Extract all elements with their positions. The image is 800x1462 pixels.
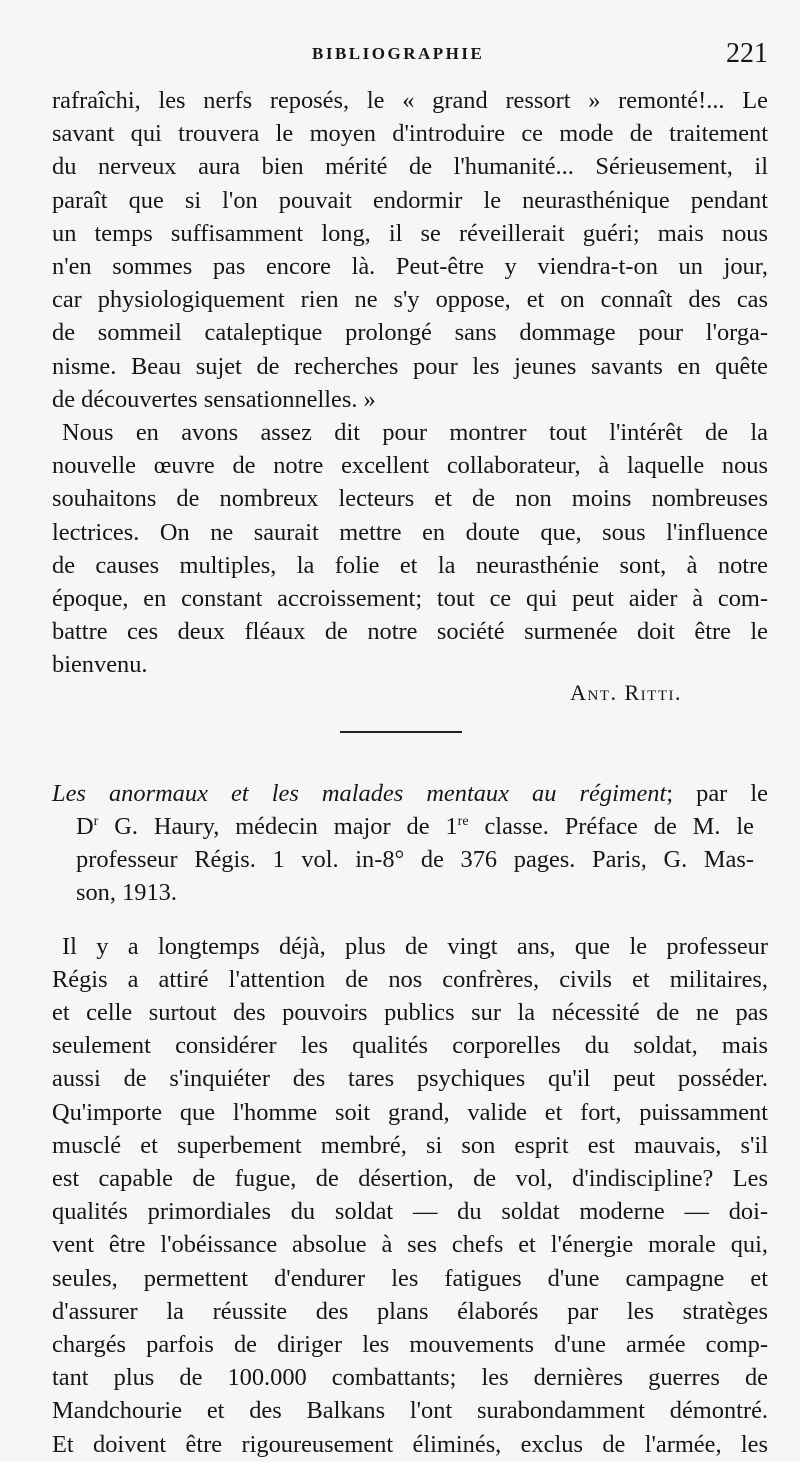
text-line: d'assurer la réussite des plans élaborés par les stratèges xyxy=(52,1297,768,1325)
text-line: tant plus de 100.000 combattants; les dernières guerres de xyxy=(52,1364,768,1392)
section-divider xyxy=(340,731,462,733)
text-line: rafraîchi, les nerfs reposés, le « grand ressort » remonté!... Le xyxy=(52,87,768,114)
text-line: Nous en avons assez dit pour montrer tout l'intérêt de la xyxy=(62,419,768,446)
text-line: de sommeil cataleptique prolongé sans dommage pour l'orga- xyxy=(52,319,768,347)
heading-text: ; par le xyxy=(666,779,769,807)
review-heading-line xyxy=(76,810,754,844)
heading-text: G. Haury, médecin major de 1 xyxy=(98,813,458,840)
text-line: de découvertes sensationnelles. » xyxy=(52,385,376,413)
text-line: est capable de fugue, de désertion, de vol, d'indiscipline? Les xyxy=(52,1165,768,1192)
text-line: musclé et superbement membré, si son esprit est mauvais, s'il xyxy=(52,1131,768,1159)
text-line: aussi de s'inquiéter des tares psychiques qu'il peut posséder. xyxy=(52,1065,768,1093)
text-line: Qu'importe que l'homme soit grand, valide et fort, puissamment xyxy=(52,1098,768,1126)
text-line: souhaitons de nombreux lecteurs et de non moins nombreuses xyxy=(52,485,768,513)
text-line: chargés parfois de diriger les mouvements d'une armée comp- xyxy=(52,1331,768,1358)
superscript: r xyxy=(93,813,99,829)
text-line: Régis a attiré l'attention de nos confrères, civils et militaires, xyxy=(52,965,768,993)
text-line: bienvenu. xyxy=(52,651,148,679)
signature: Ant. Ritti. xyxy=(570,679,682,705)
book-title: Les anormaux et les malades mentaux au régiment xyxy=(52,779,667,807)
page-number: 221 xyxy=(726,38,768,69)
running-title: BIBLIOGRAPHIE xyxy=(312,44,485,63)
text-line: seulement considérer les qualités corporelles du soldat, mais xyxy=(52,1032,768,1060)
text-line: Et doivent être rigoureusement éliminés, exclus de l'armée, les xyxy=(52,1430,768,1458)
text-line: paraît que si l'on pouvait endormir le neurasthénique pendant xyxy=(52,186,768,214)
text-line: époque, en constant accroissement; tout ce qui peut aider à com- xyxy=(52,585,768,612)
text-line: nouvelle œuvre de notre excellent collaborateur, à laquelle nous xyxy=(52,452,768,480)
text-line: qualités primordiales du soldat — du soldat moderne — doi- xyxy=(52,1198,768,1226)
review-heading-line xyxy=(52,777,768,811)
text-line: n'en sommes pas encore là. Peut-être y viendra-t-on un jour, xyxy=(52,253,768,280)
text-line: savant qui trouvera le moyen d'introduire ce mode de traitement xyxy=(52,120,768,148)
text-line: un temps suffisamment long, il se réveillerait guéri; mais nous xyxy=(52,219,768,247)
superscript: re xyxy=(457,813,469,829)
text-line: et celle surtout des pouvoirs publics sur la nécessité de ne pas xyxy=(52,999,768,1026)
heading-text: classe. Préface de M. le xyxy=(468,813,754,840)
text-line: car physiologiquement rien ne s'y oppose, et on connaît des cas xyxy=(52,286,768,314)
text-line: de causes multiples, la folie et la neurasthénie sont, à notre xyxy=(52,551,768,579)
text-line: vent être l'obéissance absolue à ses chefs et l'énergie morale qui, xyxy=(52,1231,768,1259)
text-line: nisme. Beau sujet de recherches pour les jeunes savants en quête xyxy=(52,352,768,380)
text-line: du nerveux aura bien mérité de l'humanité... Sérieusement, il xyxy=(52,153,768,181)
text-line: lectrices. On ne saurait mettre en doute que, sous l'influence xyxy=(52,518,768,546)
review-heading-line: professeur Régis. 1 vol. in-8° de 376 pages. Paris, G. Mas- xyxy=(76,846,754,874)
text-line: battre ces deux fléaux de notre société surmenée doit être le xyxy=(52,618,768,646)
text-line: seules, permettent d'endurer les fatigues d'une campagne et xyxy=(52,1264,768,1292)
running-head xyxy=(0,38,800,74)
text-line: Il y a longtemps déjà, plus de vingt ans, que le professeur xyxy=(62,932,768,960)
review-heading-line: son, 1913. xyxy=(76,879,177,907)
text-line: Mandchourie et des Balkans l'ont surabondamment démontré. xyxy=(52,1397,768,1425)
heading-text: D xyxy=(76,813,94,840)
